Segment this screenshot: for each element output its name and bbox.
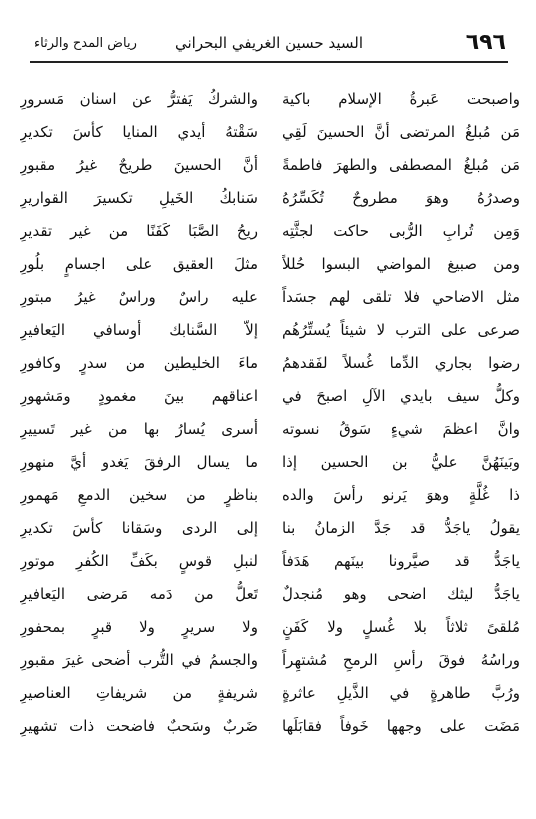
verse-second-hemistich: أسرى يُسارُ بها من غير تَسييرِ [20,420,258,438]
verse-first-hemistich: وَمِن تُرابِ الرُّبى حاكت لجثَّتِه [282,222,520,240]
verse [20,414,520,444]
verse-first-hemistich: ومن صبيغ المواضي البسوا حُللاً [282,255,520,273]
verse-second-hemistich: شريفةٍ من شريفاتِ العناصيرِ [20,684,258,702]
verse-second-hemistich: ضَربٌ وسَحبٌ فاضحت ذات تشهيرِ [20,717,258,735]
verse-second-hemistich: ولا سريرٍ ولا قبرٍ بمحفورِ [20,618,258,636]
poem-body [20,84,520,784]
verse-second-hemistich: والجسمُ في التُّرب أضحى غيرَ مقبورِ [20,651,258,669]
verse-first-hemistich: ياجَدُّ ليثك اضحى وهو مُنجدلٌ [282,585,520,603]
verse [20,447,520,477]
verse-second-hemistich: ريحُ الصَّبَا كَفَنًا من غير تقديرِ [20,222,258,240]
verse [20,612,520,642]
verse-first-hemistich: واصبحت عَبرةُ الإسلام باكية [282,90,520,108]
verse-second-hemistich: بناظرٍ من سخين الدمعِ مَهمورِ [20,486,258,504]
verse-second-hemistich: اعناقهم بينَ مغمودٍ ومَشهورِ [20,387,258,405]
verse [20,579,520,609]
verse-first-hemistich: مَن مُبلغُ المصطفى والطهرَ فاطمةً [282,156,520,174]
verse-second-hemistich: إلى الردى وسَقانا كأسَ تكديرِ [20,519,258,537]
verse-second-hemistich: ماءَ الخليطين من سدرٍ وكافورِ [20,354,258,372]
verse-first-hemistich: وكلُّ سيف بايدي الآلِ اصبحَ في [282,387,520,405]
verse-first-hemistich: وبَينَهُنَّ عليُّ بن الحسين إذا [282,453,520,471]
verse-first-hemistich: صرعى على الترب لا شيئاً يُستِّرُهُم [282,321,520,339]
running-title-author: السيد حسين الغريفي البحراني [174,34,363,52]
page-number: ٦٩٦ [465,30,506,55]
verse-first-hemistich: مَن مُبلغُ المرتضى أنَّ الحسينَ لَقِي [282,123,520,141]
verse [20,249,520,279]
verse [20,546,520,576]
verse [20,348,520,378]
page-header [30,30,508,58]
verse-first-hemistich: وراسُهُ فوقَ رأسِ الرمحِ مُشتهِراً [282,651,520,669]
verse-second-hemistich: أنَّ الحسينَ طريحٌ غيرُ مقبورِ [20,156,258,174]
verse [20,183,520,213]
verse-second-hemistich: تَعلُّ من دَمه مَرضى اليَعافيرِ [20,585,258,603]
verse-first-hemistich: ياجَدُّ قد صيَّرونا بينَهم هَدَفاً [282,552,520,570]
verse [20,381,520,411]
verse-second-hemistich: عليه راسٌ وراسٌ غيرُ مبتورِ [20,288,258,306]
verse-second-hemistich: لنبلِ قوسٍ بكَفِّ الكُفرِ موتورِ [20,552,258,570]
verse-second-hemistich: سَنابكُ الخَيلِ تكسيرَ القواريرِ [20,189,258,207]
verse-second-hemistich: سَقْتهُ أيدي المنايا كأسَ تكديرِ [20,123,258,141]
verse-first-hemistich: يقولُ ياجَدُّ قد جَدَّ الزمانُ بنا [282,519,520,537]
verse-second-hemistich: إلاّ السَّنابك أوسافي اليَعافيرِ [20,321,258,339]
verse [20,150,520,180]
verse [20,315,520,345]
verse [20,117,520,147]
verse-first-hemistich: مَضَت على وجهها خَوفاً فقابَلَها [282,717,520,735]
verse-second-hemistich: مثلَ العقيق على اجسامٍ بلُورِ [20,255,258,273]
verse-second-hemistich: ما يسال الرفقَ يَغدو أيَّ منهورِ [20,453,258,471]
verse [20,84,520,114]
verse-first-hemistich: ورُبَّ طاهرةٍ في الذَّيلِ عاثرةٍ [282,684,520,702]
verse-first-hemistich: رضوا بجاري الدِّما غُسلاً لفَقدهمُ [282,354,520,372]
verse-second-hemistich: والشركُ يَفترُّ عن اسنان مَسرورِ [20,90,258,108]
verse [20,480,520,510]
verse-first-hemistich: مثل الاضاحي فلا تلقى لهم جسَداً [282,288,520,306]
verse [20,711,520,741]
verse [20,678,520,708]
verse-first-hemistich: وانَّ اعظمَ شيءٍ سَوقُ نسوته [282,420,520,438]
verse-first-hemistich: وصدرُهُ وهوَ مطروحٌ تُكَسِّرُهُ [282,189,520,207]
verse [20,282,520,312]
verse [20,645,520,675]
running-title-book: رياض المدح والرثاء [34,36,137,51]
verse-first-hemistich: مُلقىً ثلاثاً بلا غُسلٍ ولا كَفَنٍ [282,618,520,636]
verse [20,513,520,543]
verse [20,216,520,246]
header-rule [30,61,508,63]
verse-first-hemistich: ذا غُلَّةٍ وهوَ يَرنو رأسَ والده [282,486,520,504]
